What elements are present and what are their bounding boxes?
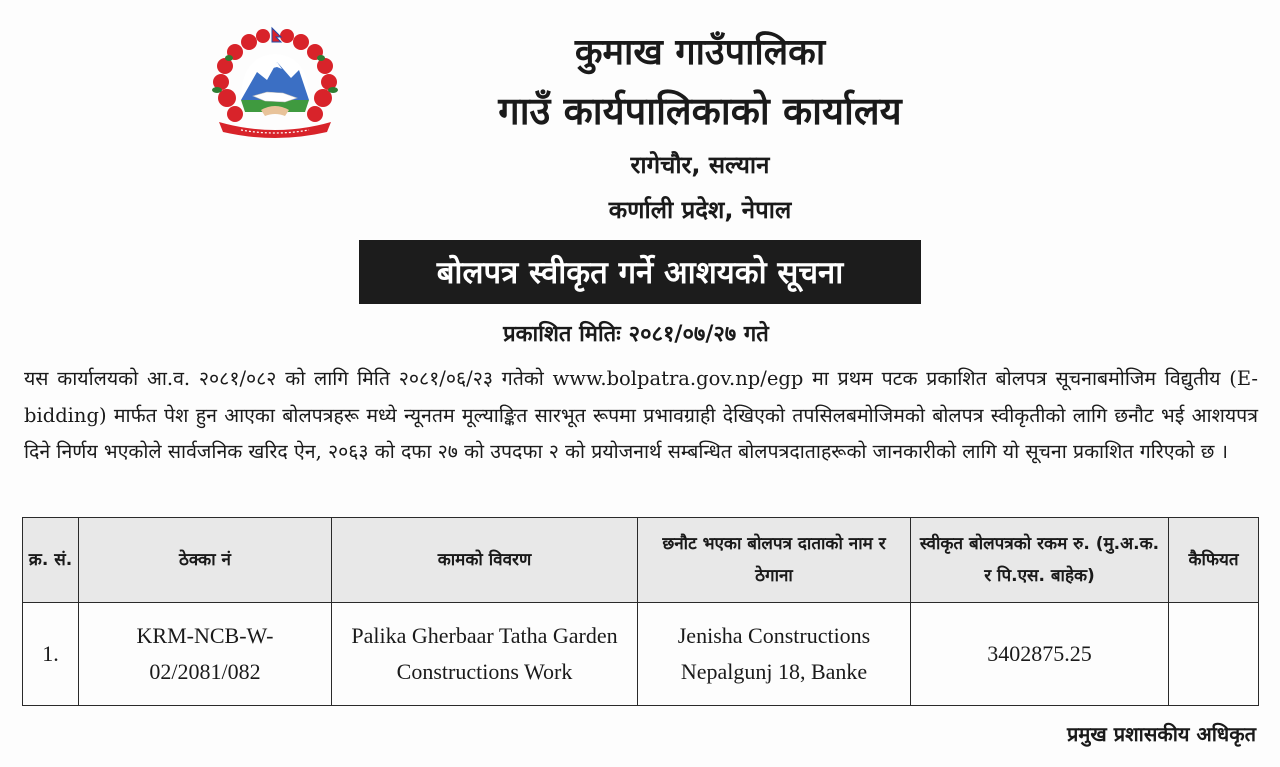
publication-date-value: २०८१/०७/२७ गते [628, 322, 769, 347]
office-address: रागेचौर, सल्यान [630, 151, 770, 179]
cell-amount: 3402875.25 [911, 603, 1169, 706]
col-header-sn: क्र. सं. [23, 518, 79, 603]
publication-date [0, 318, 1280, 348]
notice-body: यस कार्यालयको आ.व. २०८१/०८२ को लागि मिति २०८१/०६/२३ गतेको www.bolpatra.gov.np/egp मा प्रथम पटक प्रकाशित बोलपत्र सूचनाबमोजिम विद्युतीय (E-bidding) मार्फत पेश हुन आएका बोलपत्रहरू मध्ये न्यूनतम मूल्याङ्कित सारभूत रूपमा प्रभावग्राही देखिएको तपसिलबमोजिमको बोलपत्र स्वीकृतीको लागि छनौट भई आशयपत्र दिने निर्णय भएकोले सार्वजनिक खरिद ऐन, २०६३ को दफा २७ को उपदफा २ को प्रयोजनार्थ सम्बन्धित बोलपत्रदाताहरूको जानकारीको लागि यो सूचना प्रकाशित गरिएको छ । [24, 367, 1258, 463]
notice-title: बोलपत्र स्वीकृत गर्ने आशयको सूचना [359, 240, 921, 304]
cell-description: Palika Gherbaar Tatha Garden Constructions Work [332, 603, 638, 706]
col-header-description: कामको विवरण [332, 518, 638, 603]
office-province: कर्णाली प्रदेश, नेपाल [608, 196, 792, 224]
cell-bidder: Jenisha Constructions Nepalgunj 18, Banke [638, 603, 911, 706]
table-header-row [23, 518, 1259, 603]
col-header-amount: स्वीकृत बोलपत्रको रकम रु. (मु.अ.क. र पि.एस. बाहेक) [911, 518, 1169, 603]
cell-contract-no: KRM-NCB-W-02/2081/082 [79, 603, 332, 706]
col-header-contract-no: ठेक्का नं [79, 518, 332, 603]
publication-date-label: प्रकाशित मितिः [503, 322, 621, 347]
cell-sn: 1. [23, 603, 79, 706]
col-header-bidder: छनौट भएका बोलपत्र दाताको नाम र ठेगाना [638, 518, 911, 603]
signoff-title: प्रमुख प्रशासकीय अधिकृत [1067, 722, 1256, 746]
municipality-name: कुमाख गाउँपालिका [574, 32, 826, 73]
office-name: गाउँ कार्यपालिकाको कार्यालय [498, 89, 902, 133]
tender-table [22, 517, 1259, 706]
table-row [23, 603, 1259, 706]
col-header-remarks: कैफियत [1169, 518, 1259, 603]
cell-remarks [1169, 603, 1259, 706]
